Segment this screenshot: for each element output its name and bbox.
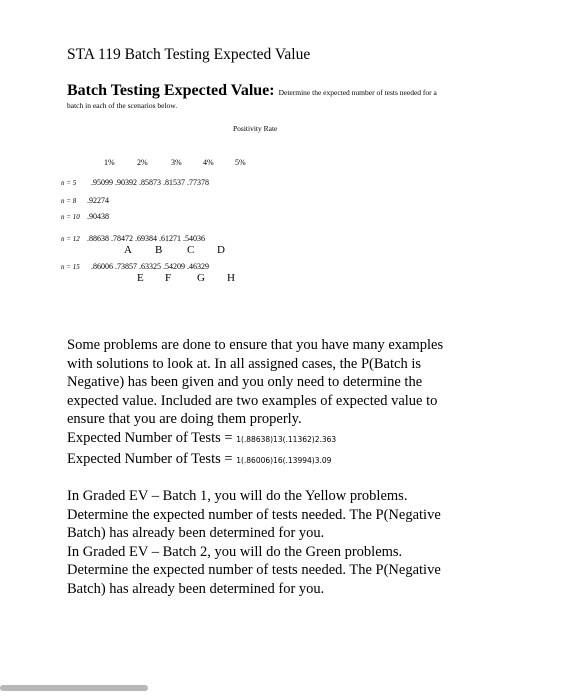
paragraph-line: Determine the expected number of tests needed. The P(Negative (67, 562, 441, 579)
section-heading (67, 82, 437, 100)
col-letter-c: C (187, 244, 195, 256)
assignment-paragraph (67, 487, 507, 599)
paragraph-line: expected value. Included are two examples of expected value to (67, 392, 438, 409)
row-label-n8: n = 8 (61, 197, 77, 205)
formula-example-1: Expected Number of Tests = 1(.88638)13(.11362)2.363 (67, 429, 337, 446)
formula-label: Expected Number of Tests (67, 429, 221, 446)
row-values-n5: .95099 .90392 .85873 .81537 .77378 (91, 178, 209, 187)
rate-header-4: 4% (203, 158, 214, 167)
section-heading-title: Batch Testing Expected Value: (67, 82, 275, 99)
paragraph-line: Negative) has been given and you only need to determine the (67, 374, 423, 391)
rate-header-3: 3% (171, 158, 182, 167)
row-label-n15: n = 15 (61, 263, 80, 271)
paragraph-line: Some problems are done to ensure that you have many examples (67, 337, 444, 353)
col-letter-h: H (227, 272, 235, 284)
row-label-n12: n = 12 (61, 235, 80, 243)
formula-expression: 1(.88638)13(.11362)2.363 (236, 434, 337, 444)
row-values-n15: .86006 .73857 .63325 .54209 .46329 (91, 262, 209, 271)
formula-example-2: Expected Number of Tests = 1(.86006)16(.13994)3.09 (67, 450, 332, 467)
row-label-n10: n = 10 (61, 213, 80, 221)
paragraph-line: In Graded EV – Batch 1, you will do the Yellow problems. (67, 488, 408, 504)
rate-header-1: 1% (104, 158, 115, 167)
row-values-n8: .92274 (87, 196, 109, 205)
instructions-paragraph (67, 336, 507, 470)
rate-header-2: 2% (137, 158, 148, 167)
col-letter-e: E (137, 272, 144, 284)
formula-label: Expected Number of Tests (67, 450, 221, 467)
col-letter-b: B (155, 244, 163, 256)
col-letter-g: G (197, 272, 205, 284)
paragraph-line: Determine the expected number of tests needed. The P(Negative (67, 506, 441, 523)
section-heading-description: Determine the expected number of tests needed for a (278, 88, 437, 97)
paragraph-line: Batch) has already been determined for you. (67, 525, 325, 542)
positivity-rate-label: Positivity Rate (233, 124, 278, 133)
row-values-n12: .88638 .78472 .69384 .61271 .54036 (87, 234, 205, 243)
paragraph-line: In Graded EV – Batch 2, you will do the Green problems. (67, 543, 403, 560)
formula-expression: 1(.86006)16(.13994)3.09 (236, 455, 332, 465)
paragraph-line: Batch) has already been determined for you. (67, 580, 325, 597)
section-heading-description-cont: batch in each of the scenarios below. (67, 101, 178, 110)
paragraph-line: with solutions to look at. In all assigned cases, the P(Batch is (67, 355, 421, 372)
home-indicator-bar[interactable] (0, 685, 148, 691)
row-values-n10: .90438 (87, 212, 109, 221)
col-letter-a: A (124, 244, 132, 256)
paragraph-line: ensure that you are doing them properly. (67, 411, 302, 428)
rate-header-5: 5% (235, 158, 246, 167)
row-label-n5: n = 5 (61, 179, 77, 187)
col-letter-f: F (165, 272, 172, 284)
document-title: STA 119 Batch Testing Expected Value (67, 46, 311, 63)
col-letter-d: D (217, 244, 225, 256)
